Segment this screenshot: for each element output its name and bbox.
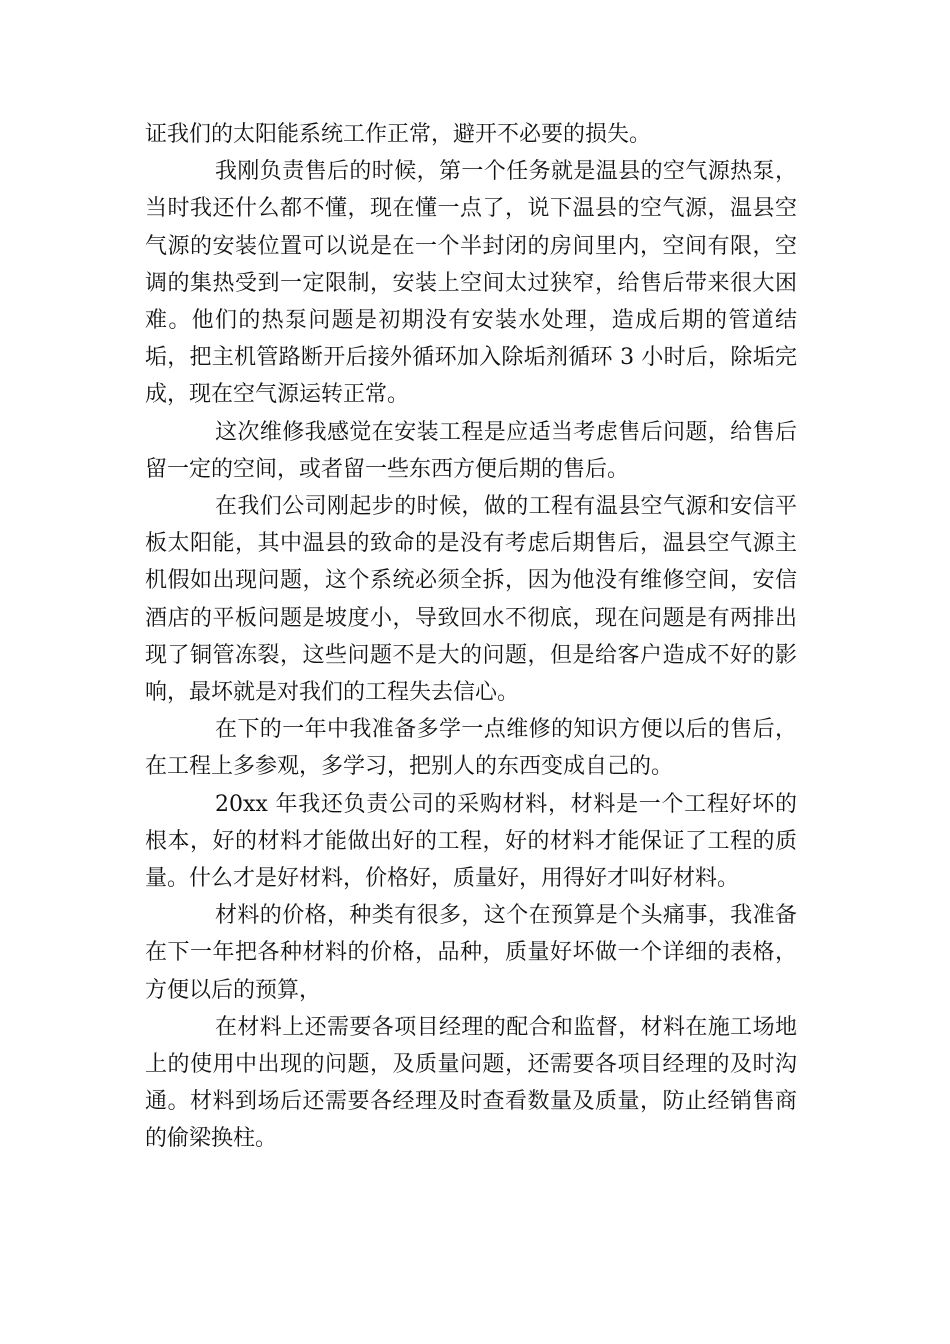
paragraph-early-projects: 在我们公司刚起步的时候，做的工程有温县空气源和安信平板太阳能，其中温县的致命的是没有考虑后期售后，温县空气源主机假如出现问题，这个系统必须全拆，因为他没有维修空间，安信酒店的平板问题是坡度小，导致回水不彻底，现在问题是有两排出现了铜管冻裂，这些问题不是大的问题，但是给客户造成不好的影响，最坏就是对我们的工程失去信心。: [145, 494, 797, 706]
paragraph-procurement: 20xx 年我还负责公司的采购材料，材料是一个工程好坏的根本，好的材料才能做出好的工程，好的材料才能保证了工程的质量。什么才是好材料，价格好，质量好，用得好才叫好材料。: [145, 791, 797, 892]
document-body: [145, 116, 797, 1158]
paragraph-continuation: 证我们的太阳能系统工作正常，避开不必要的损失。: [145, 122, 652, 147]
paragraph-project-manager-cooperation: 在材料上还需要各项目经理的配合和监督，材料在施工场地上的使用中出现的问题，及质量问题，还需要各项目经理的及时沟通。材料到场后还需要各经理及时查看数量及质量，防止经销售商的偷梁换柱。: [145, 1014, 797, 1152]
paragraph-heat-pump-repair: 我刚负责售后的时候，第一个任务就是温县的空气源热泵，当时我还什么都不懂，现在懂一点了，说下温县的空气源，温县空气源的安装位置可以说是在一个半封闭的房间里内，空间有限，空调的集热受到一定限制，安装上空间太过狭窄，给售后带来很大困难。他们的热泵问题是初期没有安装水处理，造成后期的管道结垢，把主机管路断开后接外循环加入除垢剂循环 3 小时后，除垢完成，现在空气源运转正常。: [145, 159, 797, 408]
paragraph-next-year-plan: 在下的一年中我准备多学一点维修的知识方便以后的售后，在工程上多参观，多学习，把别人的东西变成自己的。: [145, 717, 797, 780]
paragraph-repair-reflection: 这次维修我感觉在安装工程是应适当考虑售后问题，给售后留一定的空间，或者留一些东西方便后期的售后。: [145, 419, 797, 482]
paragraph-material-pricing: 材料的价格，种类有很多，这个在预算是个头痛事，我准备在下一年把各种材料的价格，品种，质量好坏做一个详细的表格，方便以后的预算，: [145, 903, 797, 1003]
